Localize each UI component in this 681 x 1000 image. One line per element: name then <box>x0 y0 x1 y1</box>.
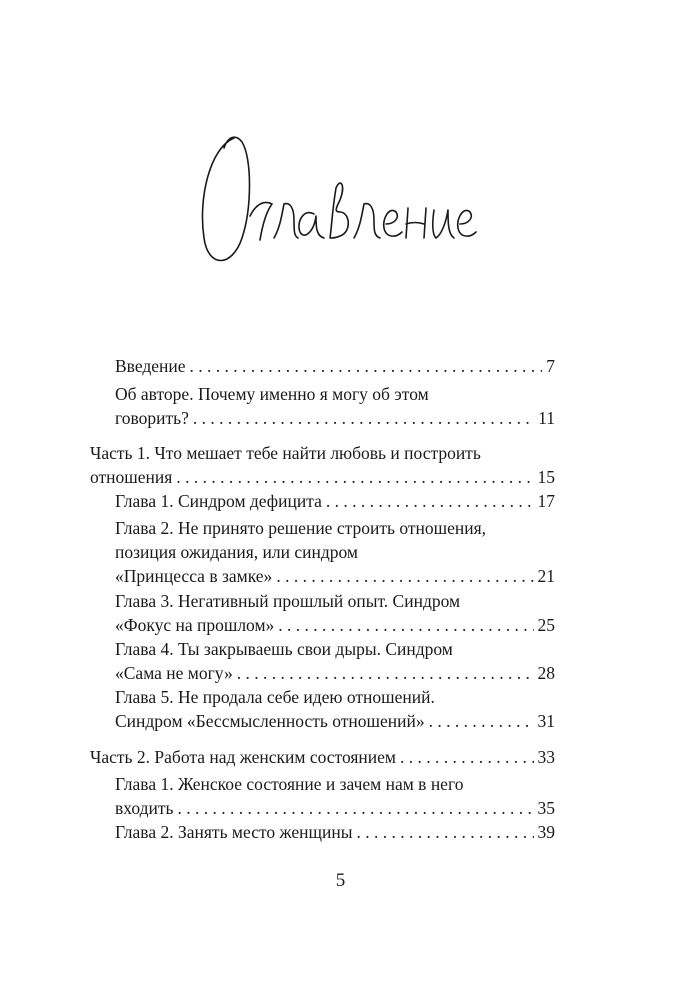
toc-entry-text: Часть 2. Работа над женским состоянием <box>90 747 397 767</box>
toc-entry-text: Об авторе. Почему именно я могу об этом <box>115 384 429 404</box>
toc-title <box>190 128 480 278</box>
toc-page-number: 17 <box>537 491 555 511</box>
leader-dots <box>193 406 534 430</box>
toc-page-number: 39 <box>537 822 555 842</box>
leader-dots <box>178 796 534 820</box>
toc-entry[interactable] <box>115 820 555 844</box>
toc-page-number: 31 <box>537 711 555 731</box>
toc-page-number: 33 <box>537 747 555 767</box>
toc-entry-text: «Сама не могу» <box>115 663 233 683</box>
toc-entry-text: «Фокус на прошлом» <box>115 615 275 635</box>
toc-page-number: 35 <box>537 798 555 818</box>
toc-page-number: 11 <box>538 408 555 428</box>
toc-entry-text: «Принцесса в замке» <box>115 566 273 586</box>
toc-entry-text: отношения <box>90 467 173 487</box>
leader-dots <box>278 613 533 637</box>
toc-entry-text: входить <box>115 798 174 818</box>
toc-entry-text: говорить? <box>115 408 189 428</box>
toc-entry-text: Введение <box>115 356 186 376</box>
toc-entry[interactable] <box>115 354 555 378</box>
leader-dots <box>176 465 533 489</box>
toc-entry-text: Часть 1. Что мешает тебе найти любовь и построить <box>90 443 481 463</box>
toc-entry[interactable] <box>115 637 555 685</box>
toc-title-script <box>190 128 480 278</box>
toc-entry-text: Глава 5. Не продала себе идею отношений. <box>115 687 435 707</box>
toc-entry[interactable] <box>115 589 555 637</box>
leader-dots <box>276 564 533 588</box>
toc-entry-text: Глава 1. Синдром дефицита <box>115 491 322 511</box>
toc-entry-text: Глава 1. Женское состояние и зачем нам в него <box>115 774 464 794</box>
toc-entry[interactable] <box>115 489 555 513</box>
toc-entry[interactable] <box>115 772 555 820</box>
leader-dots <box>356 820 533 844</box>
leader-dots <box>429 709 534 733</box>
toc-entry[interactable] <box>115 516 555 588</box>
page-number: 5 <box>335 870 346 891</box>
toc-entry[interactable] <box>115 685 555 733</box>
toc-page-number: 25 <box>537 615 555 635</box>
toc-entry-text: Глава 2. Занять место женщины <box>115 822 353 842</box>
toc-entry[interactable] <box>115 382 555 430</box>
toc-part[interactable] <box>90 441 555 489</box>
toc-part[interactable] <box>90 745 555 769</box>
toc-page-number: 7 <box>546 356 555 376</box>
leader-dots <box>237 661 534 685</box>
toc-entry-text: Глава 2. Не принято решение строить отношения, <box>115 518 487 538</box>
toc-entry-text: Глава 4. Ты закрываешь свои дыры. Синдром <box>115 639 453 659</box>
toc-page-number: 28 <box>537 663 555 683</box>
toc-entry-text: Глава 3. Негативный прошлый опыт. Синдром <box>115 591 461 611</box>
toc-entry-text: позиция ожидания, или синдром <box>115 542 359 562</box>
toc-page-number: 21 <box>537 566 555 586</box>
leader-dots <box>190 354 543 378</box>
leader-dots <box>326 489 534 513</box>
leader-dots <box>400 745 533 769</box>
toc-entry-text: Синдром «Бессмысленность отношений» <box>115 711 425 731</box>
toc-page-number: 15 <box>537 467 555 487</box>
